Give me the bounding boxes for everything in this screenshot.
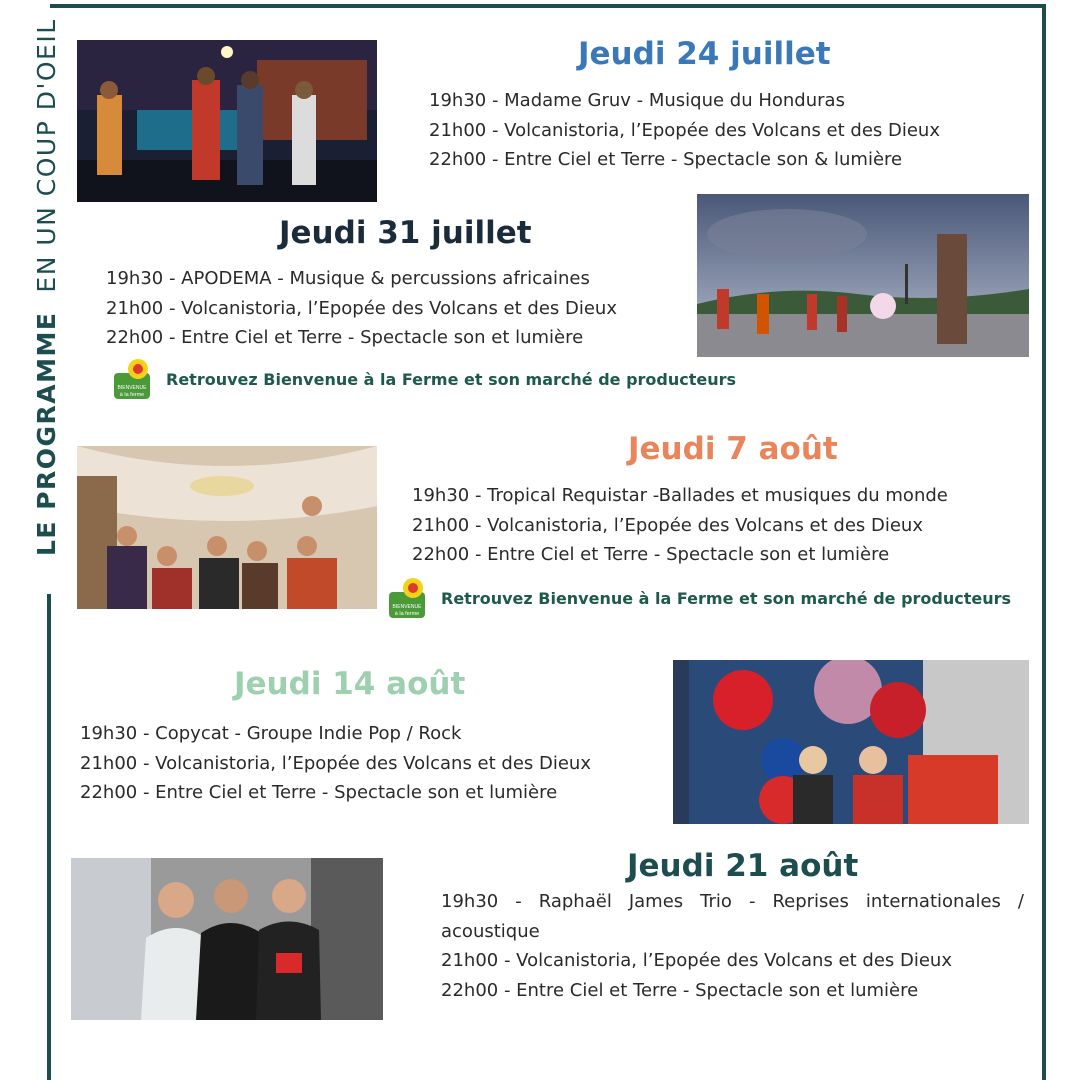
event-line: acoustique <box>441 920 540 942</box>
event-line: 21h00 - Volcanistoria, l’Epopée des Volcans et des Dieux <box>106 297 617 319</box>
event-line: 19h30 - Madame Gruv - Musique du Honduras <box>429 90 845 111</box>
event-line: 19h30 - Tropical Requistar -Ballades et musiques du monde <box>412 485 948 506</box>
event-lines <box>441 887 1024 1005</box>
event-line: 21h00 - Volcanistoria, l’Epopée des Volcans et des Dieux <box>441 950 952 971</box>
farm-note <box>387 576 1011 620</box>
dancers-outdoor-photo <box>697 194 1029 357</box>
trio-portrait-photo <box>71 858 383 1020</box>
event-lines <box>80 719 591 808</box>
event-line: 22h00 - Entre Ciel et Terre - Spectacle son et lumière <box>80 782 558 803</box>
event-line: 22h00 - Entre Ciel et Terre - Spectacle son & lumière <box>429 149 903 170</box>
farm-note-text: Retrouvez Bienvenue à la Ferme et son marché de producteurs <box>441 588 1012 608</box>
side-title-bold: LE PROGRAMME <box>32 311 61 556</box>
event-lines <box>429 86 940 175</box>
farm-note <box>112 357 736 401</box>
girls-with-balloons-photo <box>673 660 1029 824</box>
day-title: Jeudi 24 juillet <box>578 36 831 72</box>
band-with-guitars-photo <box>77 446 377 609</box>
event-line: 19h30 - Copycat - Groupe Indie Pop / Rock <box>80 723 462 744</box>
event-lines <box>412 481 948 570</box>
day-title: Jeudi 31 juillet <box>279 215 532 251</box>
event-line: 22h00 - Entre Ciel et Terre - Spectacle son et lumière <box>412 544 890 565</box>
bienvenue-ferme-logo <box>387 576 431 620</box>
svg-text:BIENVENUE: BIENVENUE <box>117 385 147 391</box>
svg-text:à la ferme: à la ferme <box>394 611 420 617</box>
event-line: 19h30 - APODEMA - Musique & percussions africaines <box>106 268 590 289</box>
frame-left-border <box>47 594 51 1080</box>
event-line: 21h00 - Volcanistoria, l’Epopée des Volcans et des Dieux <box>80 752 591 774</box>
frame-top-border <box>50 4 1046 8</box>
event-line: 21h00 - Volcanistoria, l’Epopée des Volcans et des Dieux <box>429 119 940 141</box>
svg-text:BIENVENUE: BIENVENUE <box>392 604 422 610</box>
event-line: 22h00 - Entre Ciel et Terre - Spectacle son et lumière <box>441 979 919 1001</box>
band-on-stage-photo <box>77 40 377 202</box>
day-title: Jeudi 7 août <box>628 431 838 467</box>
svg-text:à la ferme: à la ferme <box>119 392 145 398</box>
side-title-regular: EN UN COUP D'OEIL <box>32 18 61 293</box>
event-line: 21h00 - Volcanistoria, l’Epopée des Volcans et des Dieux <box>412 514 923 536</box>
frame-right-border <box>1042 4 1046 1080</box>
bienvenue-ferme-logo <box>112 357 156 401</box>
event-lines <box>106 264 617 353</box>
day-title: Jeudi 14 août <box>234 666 466 702</box>
event-line: 19h30 - Raphaël James Trio - Reprises internationales / <box>441 891 1024 912</box>
day-title: Jeudi 21 août <box>627 848 859 884</box>
event-line: 22h00 - Entre Ciel et Terre - Spectacle son et lumière <box>106 327 584 348</box>
farm-note-text: Retrouvez Bienvenue à la Ferme et son marché de producteurs <box>166 369 737 389</box>
side-title <box>30 18 64 556</box>
